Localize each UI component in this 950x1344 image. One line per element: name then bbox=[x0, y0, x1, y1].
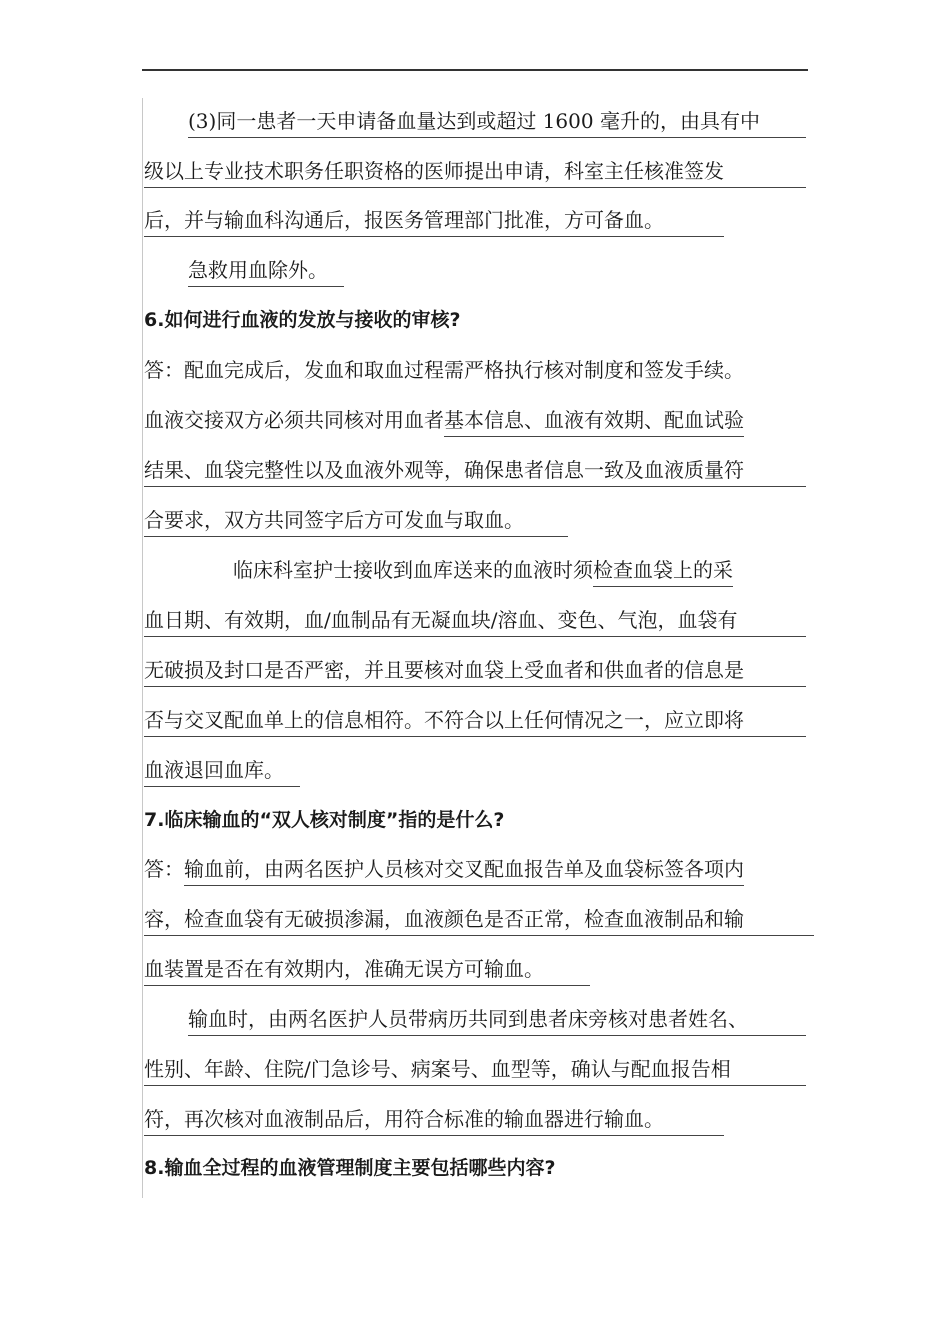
answer-text: 临床科室护士接收到血库送来的血液时须 bbox=[233, 558, 593, 582]
question-heading: 8.输血全过程的血液管理制度主要包括哪些内容? bbox=[144, 1157, 556, 1179]
answer-line: 无破损及封口是否严密，并且要核对血袋上受血者和供血者的信息是 bbox=[144, 654, 806, 687]
answer-line bbox=[233, 554, 733, 586]
answer-text: 血液交接双方必须共同核对用血者 bbox=[144, 408, 444, 432]
paragraph-line: 急救用血除外。 bbox=[188, 254, 344, 287]
answer-prefix: 答： bbox=[144, 857, 184, 881]
paragraph-line: 级以上专业技术职务任职资格的医师提出申请，科室主任核准签发 bbox=[144, 155, 806, 188]
answer-line bbox=[144, 404, 744, 436]
underlined-text: 输血前，由两名医护人员核对交叉配血报告单及血袋标签各项内 bbox=[184, 853, 744, 886]
answer-line bbox=[144, 853, 744, 885]
answer-line: 血日期、有效期，血/血制品有无凝血块/溶血、变色、气泡，血袋有 bbox=[144, 604, 806, 637]
question-heading: 7.临床输血的“双人核对制度”指的是什么? bbox=[144, 809, 505, 831]
underlined-text: 检查血袋上的采 bbox=[593, 554, 733, 587]
paragraph-line: (3)同一患者一天申请备血量达到或超过 1600 毫升的，由具有中 bbox=[188, 105, 806, 138]
answer-line: 合要求，双方共同签字后方可发血与取血。 bbox=[144, 504, 568, 537]
answer-line: 输血时，由两名医护人员带病历共同到患者床旁核对患者姓名、 bbox=[188, 1003, 806, 1036]
answer-line: 血装置是否在有效期内，准确无误方可输血。 bbox=[144, 953, 590, 986]
underlined-text: 基本信息、血液有效期、配血试验 bbox=[444, 404, 744, 437]
question-heading: 6.如何进行血液的发放与接收的审核? bbox=[144, 309, 461, 331]
answer-line: 结果、血袋完整性以及血液外观等，确保患者信息一致及血液质量符 bbox=[144, 454, 806, 487]
answer-line: 符，再次核对血液制品后，用符合标准的输血器进行输血。 bbox=[144, 1103, 724, 1136]
answer-line: 答：配血完成后，发血和取血过程需严格执行核对制度和签发手续。 bbox=[144, 358, 744, 382]
answer-line: 性别、年龄、住院/门急诊号、病案号、血型等，确认与配血报告相 bbox=[144, 1053, 806, 1086]
paragraph-line: 后，并与输血科沟通后，报医务管理部门批准，方可备血。 bbox=[144, 204, 724, 237]
answer-line: 否与交叉配血单上的信息相符。不符合以上任何情况之一，应立即将 bbox=[144, 704, 806, 737]
answer-line: 血液退回血库。 bbox=[144, 754, 300, 787]
header-rule bbox=[142, 69, 808, 71]
answer-line: 容，检查血袋有无破损渗漏，血液颜色是否正常，检查血液制品和输 bbox=[144, 903, 814, 936]
